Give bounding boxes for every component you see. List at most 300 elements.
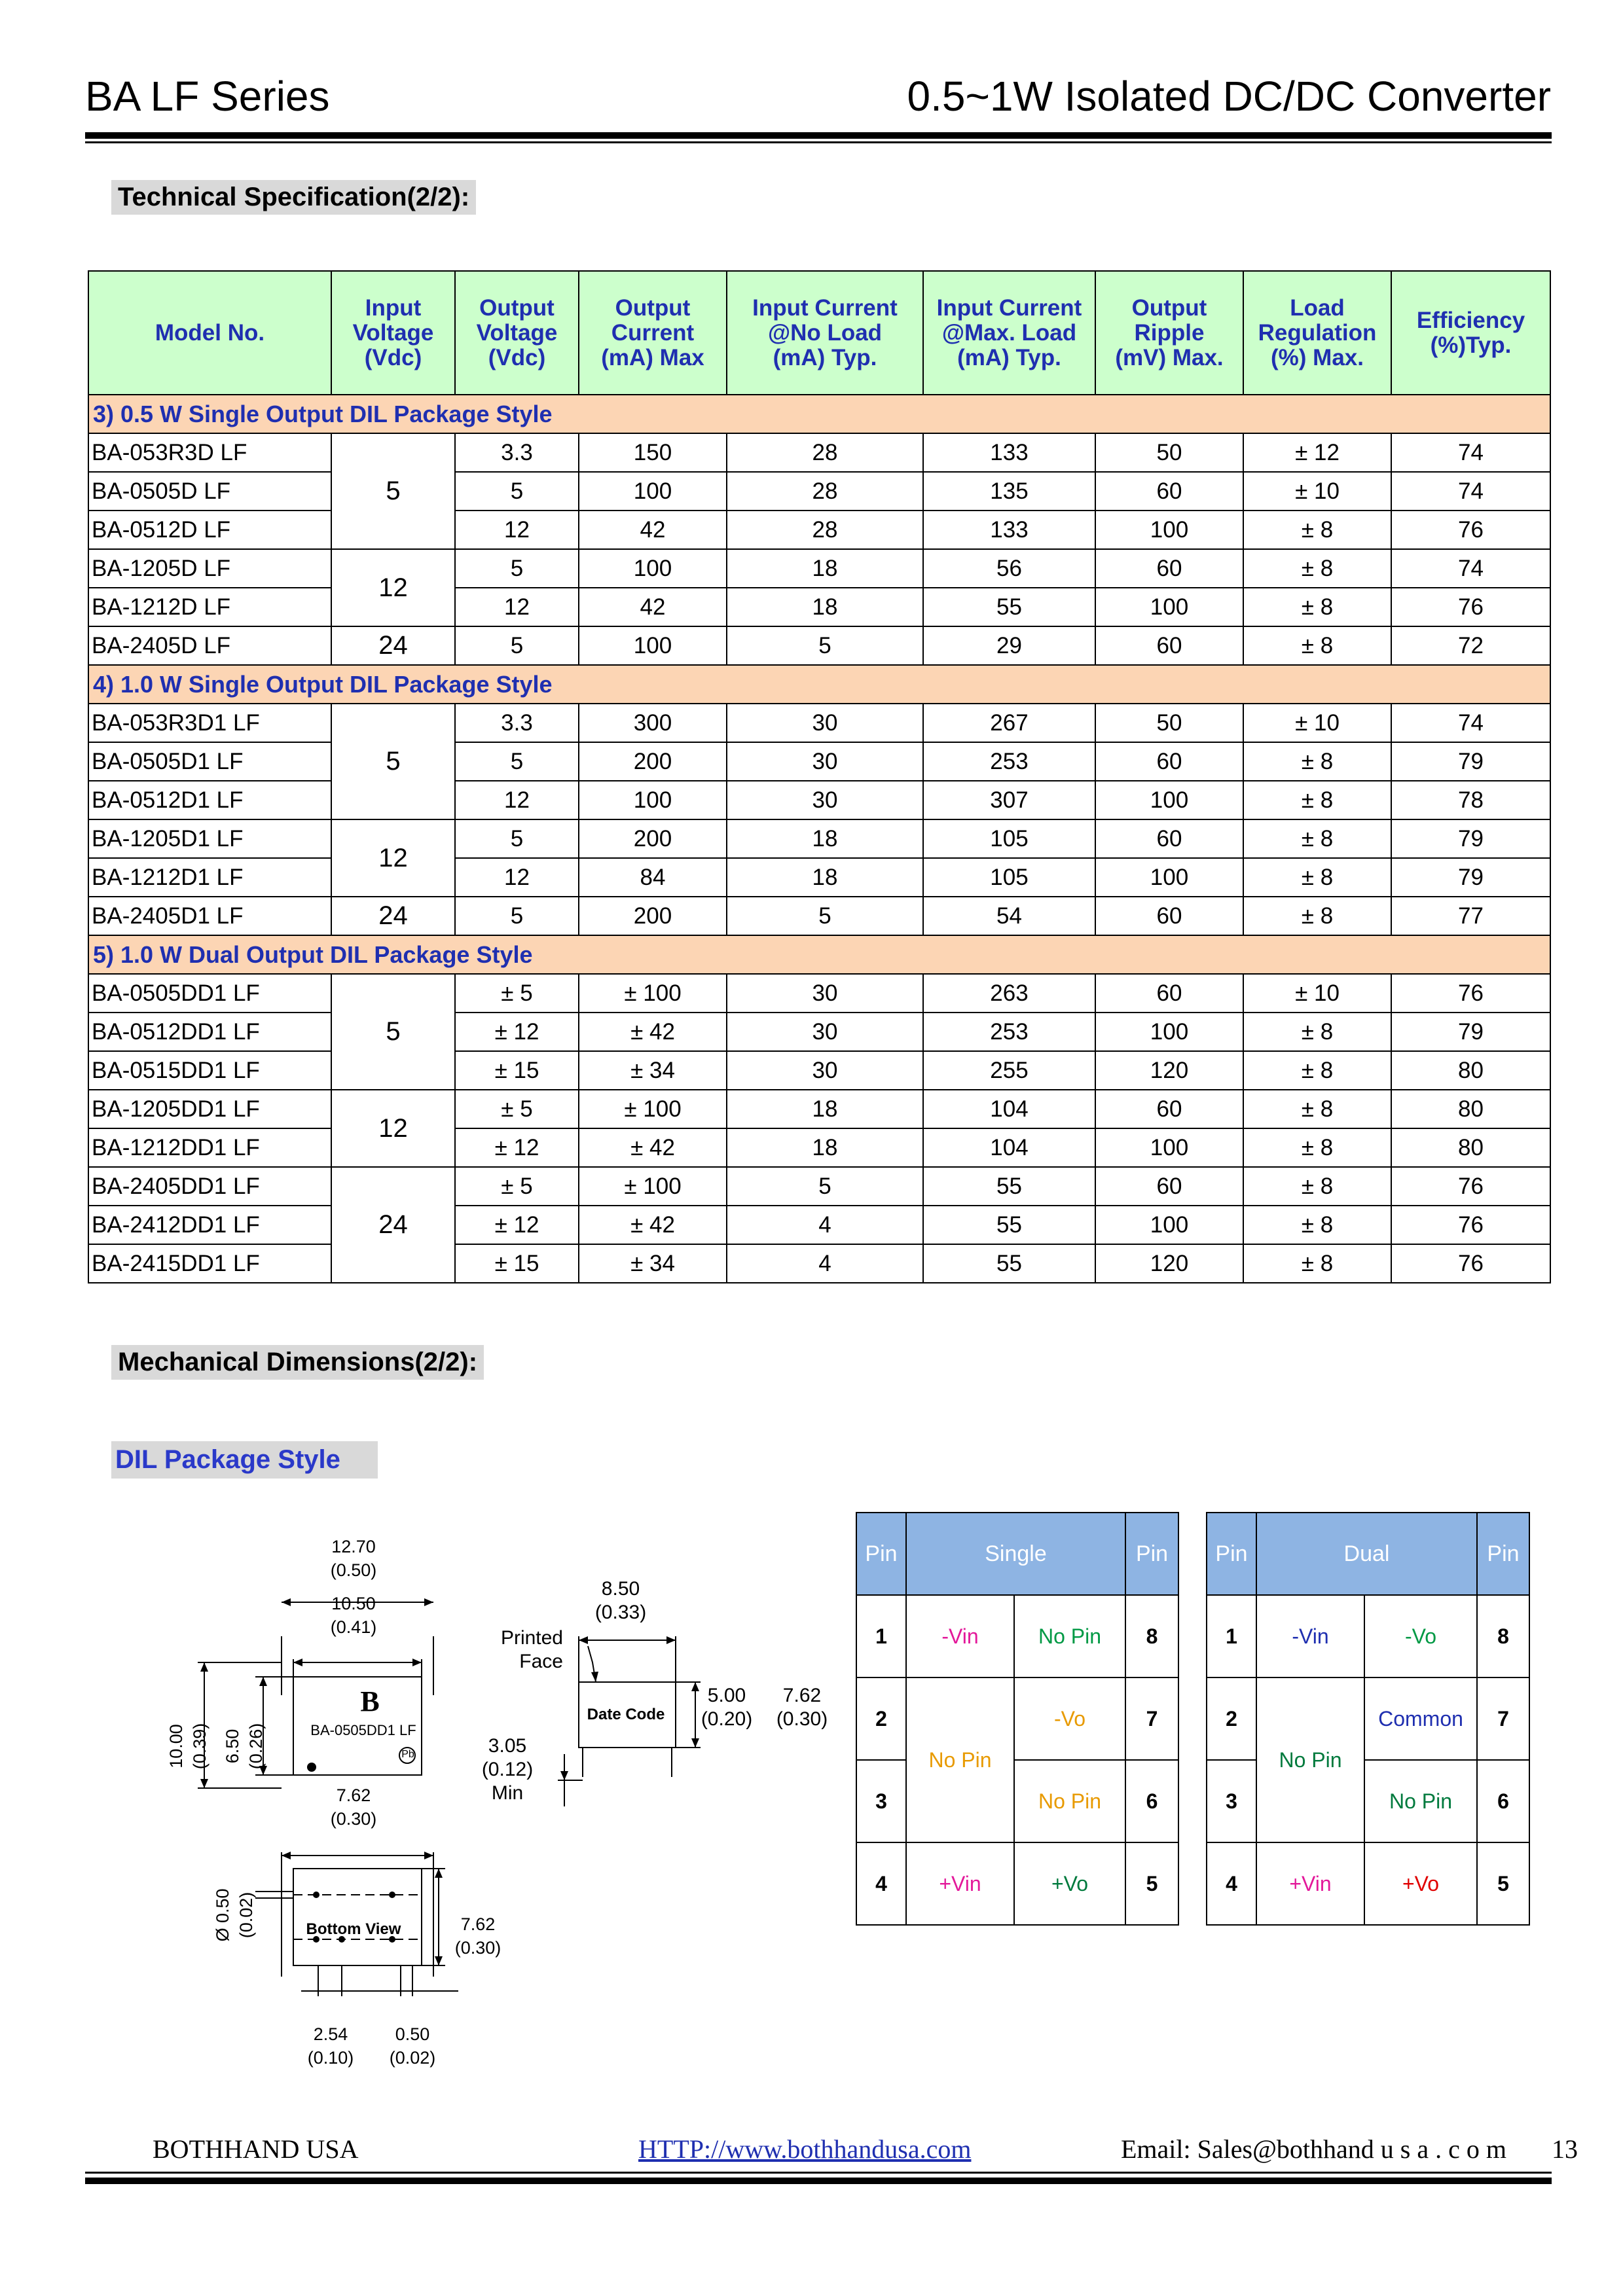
dim-value-inch: (0.50) — [330, 1560, 377, 1580]
model-cell: BA-1212D LF — [88, 588, 331, 626]
value-cell: ± 8 — [1243, 1013, 1391, 1051]
value-cell: 5 — [455, 472, 579, 511]
value-cell: ± 8 — [1243, 626, 1391, 665]
dim-value-inch: (0.30) — [330, 1809, 377, 1829]
value-cell: 60 — [1095, 742, 1243, 781]
value-cell: ± 5 — [455, 974, 579, 1013]
value-cell: 12 — [455, 858, 579, 897]
table-row — [88, 626, 1550, 665]
value-cell: 100 — [1095, 1128, 1243, 1167]
dim-value-inch: (0.39) — [190, 1723, 210, 1770]
pin-number: 4 — [856, 1842, 906, 1925]
dim-pin-pitch — [298, 2022, 363, 2070]
input-voltage-cell: 12 — [331, 549, 455, 626]
input-voltage-cell: 5 — [331, 704, 455, 819]
model-cell: BA-1212D1 LF — [88, 858, 331, 897]
value-cell: 100 — [1095, 781, 1243, 819]
pin-function: +Vo — [1014, 1842, 1125, 1925]
pin-function: No Pin — [1014, 1760, 1125, 1842]
value-cell: 60 — [1095, 472, 1243, 511]
model-cell: BA-0515DD1 LF — [88, 1051, 331, 1090]
pin-number: 2 — [856, 1677, 906, 1760]
value-cell: ± 100 — [579, 1167, 727, 1206]
value-cell: 200 — [579, 897, 727, 935]
value-cell: ± 8 — [1243, 1167, 1391, 1206]
value-cell: 74 — [1391, 433, 1550, 472]
dim-value: 2.54 — [313, 2024, 348, 2044]
value-cell: 253 — [923, 742, 1095, 781]
table-row — [88, 742, 1550, 781]
pin-number: 1 — [1207, 1595, 1256, 1677]
table-row — [88, 858, 1550, 897]
value-cell: 30 — [727, 781, 923, 819]
model-cell: BA-2412DD1 LF — [88, 1206, 331, 1244]
value-cell: 100 — [579, 549, 727, 588]
value-cell: 18 — [727, 1128, 923, 1167]
table-row — [88, 974, 1550, 1013]
pin-row — [856, 1595, 1178, 1677]
header-line: Voltage — [352, 319, 434, 346]
value-cell: 55 — [923, 588, 1095, 626]
dim-bottom-width — [314, 1784, 393, 1831]
pin-col-header: Pin — [856, 1513, 906, 1595]
value-cell: 55 — [923, 1206, 1095, 1244]
input-voltage-cell: 24 — [331, 1167, 455, 1283]
value-cell: 135 — [923, 472, 1095, 511]
pin-table-single — [856, 1512, 1179, 1926]
dim-value: 0.50 — [395, 2024, 430, 2044]
pin-row — [1207, 1677, 1529, 1760]
value-cell: 12 — [455, 588, 579, 626]
dim-value: 5.00 — [707, 1685, 746, 1706]
value-cell: 30 — [727, 704, 923, 742]
dim-value-inch: (0.02) — [236, 1892, 256, 1939]
value-cell: ± 8 — [1243, 1090, 1391, 1128]
product-title: 0.5~1W Isolated DC/DC Converter — [907, 73, 1551, 120]
pin-row — [1207, 1842, 1529, 1925]
footer-email: Email: Sales@bothhand u s a . c o m — [1121, 2134, 1506, 2164]
value-cell: 74 — [1391, 472, 1550, 511]
pin-row — [1207, 1760, 1529, 1842]
value-cell: 42 — [579, 511, 727, 549]
printed-face-label — [458, 1626, 563, 1674]
dim-value: 12.70 — [331, 1537, 376, 1556]
table-row — [88, 819, 1550, 858]
value-cell: ± 8 — [1243, 1244, 1391, 1283]
value-cell: ± 8 — [1243, 1206, 1391, 1244]
value-cell: 28 — [727, 511, 923, 549]
table-row — [88, 1206, 1550, 1244]
value-cell: 77 — [1391, 897, 1550, 935]
date-code-label: Date Code — [587, 1706, 665, 1723]
value-cell: 253 — [923, 1013, 1095, 1051]
value-cell: ± 12 — [455, 1013, 579, 1051]
pin-col-header: Pin — [1125, 1513, 1178, 1595]
model-cell: BA-2405D LF — [88, 626, 331, 665]
dim-side-width — [581, 1577, 660, 1624]
input-voltage-cell: 5 — [331, 974, 455, 1090]
dim-value-inch: (0.41) — [330, 1617, 377, 1637]
value-cell: 76 — [1391, 974, 1550, 1013]
input-voltage-cell: 24 — [331, 626, 455, 665]
pin-function: -Vin — [906, 1595, 1014, 1677]
header-line: Ripple — [1134, 319, 1205, 346]
table-row — [88, 511, 1550, 549]
pin-number: 6 — [1477, 1760, 1529, 1842]
dim-bottom-height — [445, 1912, 511, 1960]
value-cell: 5 — [727, 626, 923, 665]
value-cell: ± 8 — [1243, 742, 1391, 781]
dil-package-title: DIL Package Style — [111, 1441, 378, 1479]
header-line: (mA) Max — [601, 344, 704, 370]
value-cell: 55 — [923, 1167, 1095, 1206]
value-cell: ± 100 — [579, 1090, 727, 1128]
value-cell: 60 — [1095, 1167, 1243, 1206]
value-cell: ± 12 — [1243, 433, 1391, 472]
value-cell: 3.3 — [455, 433, 579, 472]
pin-function: No Pin — [1364, 1760, 1477, 1842]
pin-row — [856, 1677, 1178, 1760]
value-cell: 4 — [727, 1206, 923, 1244]
value-cell: ± 100 — [579, 974, 727, 1013]
dim-value-inch: (0.02) — [389, 2048, 436, 2068]
value-cell: ± 15 — [455, 1244, 579, 1283]
value-cell: 80 — [1391, 1051, 1550, 1090]
model-cell: BA-1212DD1 LF — [88, 1128, 331, 1167]
value-cell: ± 42 — [579, 1013, 727, 1051]
model-cell: BA-1205DD1 LF — [88, 1090, 331, 1128]
header-line: Load — [1290, 295, 1345, 321]
pin-table-dual — [1206, 1512, 1530, 1926]
mechanical-drawing — [151, 1532, 858, 2088]
model-cell: BA-1205D1 LF — [88, 819, 331, 858]
value-cell: 104 — [923, 1090, 1095, 1128]
model-cell: BA-053R3D LF — [88, 433, 331, 472]
value-cell: ± 8 — [1243, 819, 1391, 858]
value-cell: 5 — [455, 897, 579, 935]
model-cell: BA-2415DD1 LF — [88, 1244, 331, 1283]
pin-number: 7 — [1477, 1677, 1529, 1760]
header-line: @Max. Load — [941, 319, 1077, 346]
bottom-view-label: Bottom View — [306, 1920, 401, 1938]
dim-min-label: Min — [491, 1782, 524, 1804]
value-cell: 29 — [923, 626, 1095, 665]
value-cell: 30 — [727, 1013, 923, 1051]
value-cell: 100 — [1095, 511, 1243, 549]
column-header — [1391, 271, 1550, 395]
value-cell: 300 — [579, 704, 727, 742]
column-header — [1243, 271, 1391, 395]
dim-value-inch: (0.20) — [701, 1708, 753, 1730]
dim-outer-width — [314, 1535, 393, 1582]
model-cell: BA-0505D LF — [88, 472, 331, 511]
value-cell: 60 — [1095, 1090, 1243, 1128]
value-cell: 76 — [1391, 588, 1550, 626]
value-cell: 100 — [1095, 858, 1243, 897]
dim-value: 6.50 — [223, 1729, 242, 1764]
value-cell: 133 — [923, 433, 1095, 472]
value-cell: 3.3 — [455, 704, 579, 742]
value-cell: 100 — [1095, 1013, 1243, 1051]
pin-function: +Vin — [906, 1842, 1014, 1925]
value-cell: 18 — [727, 1090, 923, 1128]
single-col-header: Single — [906, 1513, 1125, 1595]
footer-url-link[interactable]: HTTP://www.bothhandusa.com — [638, 2134, 972, 2164]
pin-number: 4 — [1207, 1842, 1256, 1925]
value-cell: 76 — [1391, 1244, 1550, 1283]
value-cell: 105 — [923, 858, 1095, 897]
value-cell: 5 — [455, 742, 579, 781]
value-cell: ± 8 — [1243, 781, 1391, 819]
header-line: (Vdc) — [364, 344, 422, 370]
value-cell: ± 10 — [1243, 472, 1391, 511]
column-header — [923, 271, 1095, 395]
value-cell: 55 — [923, 1244, 1095, 1283]
chip-label: BA-0505DD1 LF — [310, 1722, 416, 1738]
table-row — [88, 588, 1550, 626]
value-cell: 54 — [923, 897, 1095, 935]
table-row — [88, 1090, 1550, 1128]
pin-function: +Vo — [1364, 1842, 1477, 1925]
group-row — [88, 665, 1550, 704]
table-row — [88, 1128, 1550, 1167]
header-line: (Vdc) — [488, 344, 546, 370]
column-header — [455, 271, 579, 395]
value-cell: 79 — [1391, 1013, 1550, 1051]
dim-inner-height — [221, 1697, 268, 1795]
dim-inner-width — [314, 1592, 393, 1639]
dim-outer-height — [164, 1697, 211, 1795]
pin-function: Common — [1364, 1677, 1477, 1760]
value-cell: 80 — [1391, 1090, 1550, 1128]
value-cell: 307 — [923, 781, 1095, 819]
value-cell: 79 — [1391, 858, 1550, 897]
header-line: Efficiency — [1416, 307, 1525, 333]
value-cell: 60 — [1095, 897, 1243, 935]
logo-mark: B — [360, 1685, 380, 1717]
dim-value: Ø 0.50 — [213, 1888, 232, 1942]
value-cell: 76 — [1391, 1167, 1550, 1206]
value-cell: 80 — [1391, 1128, 1550, 1167]
input-voltage-cell: 5 — [331, 433, 455, 549]
table-row — [88, 1051, 1550, 1090]
value-cell: ± 5 — [455, 1167, 579, 1206]
header-line: Output — [479, 295, 555, 321]
value-cell: 5 — [455, 549, 579, 588]
dim-value-inch: (0.30) — [454, 1938, 501, 1958]
value-cell: 30 — [727, 974, 923, 1013]
model-cell: BA-1205D LF — [88, 549, 331, 588]
value-cell: 60 — [1095, 974, 1243, 1013]
value-cell: 18 — [727, 819, 923, 858]
value-cell: 255 — [923, 1051, 1095, 1090]
value-cell: ± 15 — [455, 1051, 579, 1090]
group-row — [88, 935, 1550, 974]
value-cell: ± 8 — [1243, 588, 1391, 626]
table-row — [88, 897, 1550, 935]
group-row — [88, 395, 1550, 433]
value-cell: 28 — [727, 472, 923, 511]
dim-value: 7.62 — [336, 1785, 371, 1805]
value-cell: 76 — [1391, 1206, 1550, 1244]
value-cell: 133 — [923, 511, 1095, 549]
dim-value: 8.50 — [601, 1578, 640, 1600]
value-cell: 28 — [727, 433, 923, 472]
header-line: Current — [611, 319, 695, 346]
footer-rule-thin — [85, 2172, 1552, 2174]
spec-header-row — [88, 271, 1550, 395]
column-header — [1095, 271, 1243, 395]
dim-value-inch: (0.30) — [776, 1708, 828, 1730]
value-cell: ± 42 — [579, 1128, 727, 1167]
value-cell: ± 8 — [1243, 858, 1391, 897]
header-line: (mV) Max. — [1115, 344, 1224, 370]
value-cell: 60 — [1095, 549, 1243, 588]
column-header — [727, 271, 923, 395]
header-line: Voltage — [476, 319, 558, 346]
pb-mark: Pb — [401, 1749, 414, 1760]
pin-number: 6 — [1125, 1760, 1178, 1842]
pin-function: No Pin — [906, 1677, 1014, 1842]
header-line: (%)Typ. — [1430, 332, 1512, 358]
input-voltage-cell: 12 — [331, 819, 455, 897]
value-cell: 60 — [1095, 819, 1243, 858]
value-cell: 5 — [455, 626, 579, 665]
table-row — [88, 549, 1550, 588]
model-cell: BA-0505DD1 LF — [88, 974, 331, 1013]
model-cell: BA-0512D1 LF — [88, 781, 331, 819]
value-cell: 100 — [579, 781, 727, 819]
value-cell: 200 — [579, 742, 727, 781]
pin-function: -Vo — [1364, 1595, 1477, 1677]
value-cell: 12 — [455, 781, 579, 819]
value-cell: 84 — [579, 858, 727, 897]
value-cell: 74 — [1391, 704, 1550, 742]
value-cell: 5 — [727, 1167, 923, 1206]
header-rule-thick — [85, 132, 1552, 139]
bottom-view-body — [293, 1869, 422, 1965]
dim-side-height — [694, 1684, 759, 1731]
value-cell: 56 — [923, 549, 1095, 588]
header-line: Input Current — [936, 295, 1082, 321]
pin-col-header: Pin — [1207, 1513, 1256, 1595]
table-row — [88, 472, 1550, 511]
pin-function: +Vin — [1256, 1842, 1364, 1925]
dim-value: 10.00 — [166, 1724, 186, 1768]
value-cell: ± 5 — [455, 1090, 579, 1128]
model-cell: BA-0512DD1 LF — [88, 1013, 331, 1051]
pin-header-row — [856, 1513, 1178, 1595]
column-header — [579, 271, 727, 395]
pin-function: -Vin — [1256, 1595, 1364, 1677]
pin-header-row — [1207, 1513, 1529, 1595]
pin-col-header: Pin — [1477, 1513, 1529, 1595]
value-cell: 79 — [1391, 742, 1550, 781]
pin-number: 2 — [1207, 1677, 1256, 1760]
value-cell: 79 — [1391, 819, 1550, 858]
header-line: Input — [365, 295, 422, 321]
pin-number: 1 — [856, 1595, 906, 1677]
header-line: (mA) Typ. — [957, 344, 1061, 370]
table-row — [88, 1167, 1550, 1206]
value-cell: 100 — [579, 472, 727, 511]
value-cell: ± 10 — [1243, 974, 1391, 1013]
value-cell: ± 8 — [1243, 1051, 1391, 1090]
value-cell: 78 — [1391, 781, 1550, 819]
value-cell: ± 10 — [1243, 704, 1391, 742]
footer-company: BOTHHAND USA — [153, 2134, 359, 2164]
pin-number: 3 — [1207, 1760, 1256, 1842]
tech-spec-title: Technical Specification(2/2): — [111, 180, 476, 215]
value-cell: 105 — [923, 819, 1095, 858]
dim-value: 7.62 — [782, 1685, 822, 1706]
header-rule-thin — [85, 141, 1552, 143]
pin-function: No Pin — [1256, 1677, 1364, 1842]
table-row — [88, 1013, 1550, 1051]
value-cell: 150 — [579, 433, 727, 472]
value-cell: 104 — [923, 1128, 1095, 1167]
dim-value-inch: (0.26) — [246, 1723, 266, 1770]
column-header — [88, 271, 331, 395]
table-row — [88, 433, 1550, 472]
value-cell: 120 — [1095, 1244, 1243, 1283]
model-cell: BA-2405DD1 LF — [88, 1167, 331, 1206]
dim-value-inch: (0.10) — [307, 2048, 354, 2068]
label-line: Printed — [500, 1627, 563, 1649]
header-line: Input Current — [752, 295, 898, 321]
pin-function: -Vo — [1014, 1677, 1125, 1760]
value-cell: ± 34 — [579, 1051, 727, 1090]
value-cell: 18 — [727, 858, 923, 897]
table-row — [88, 1244, 1550, 1283]
header-line: (mA) Typ. — [773, 344, 877, 370]
pin-number: 3 — [856, 1760, 906, 1842]
spec-table — [88, 270, 1551, 1283]
model-cell: BA-0512D LF — [88, 511, 331, 549]
dim-pin-length — [471, 1734, 543, 1805]
group-title: 4) 1.0 W Single Output DIL Package Style — [88, 665, 1550, 704]
value-cell: 5 — [455, 819, 579, 858]
value-cell: 72 — [1391, 626, 1550, 665]
dim-side-total — [766, 1684, 838, 1731]
value-cell: 30 — [727, 742, 923, 781]
value-cell: 42 — [579, 588, 727, 626]
value-cell: ± 8 — [1243, 1128, 1391, 1167]
value-cell: 263 — [923, 974, 1095, 1013]
dim-value-inch: (0.33) — [594, 1602, 647, 1623]
model-cell: BA-2405D1 LF — [88, 897, 331, 935]
header-line: @No Load — [767, 319, 883, 346]
pin-function: No Pin — [1014, 1595, 1125, 1677]
value-cell: 60 — [1095, 626, 1243, 665]
value-cell: ± 12 — [455, 1128, 579, 1167]
dim-value: 7.62 — [460, 1914, 496, 1934]
value-cell: ± 8 — [1243, 549, 1391, 588]
value-cell: 100 — [1095, 588, 1243, 626]
value-cell: 4 — [727, 1244, 923, 1283]
mechanical-title: Mechanical Dimensions(2/2): — [111, 1345, 484, 1380]
pin-number: 7 — [1125, 1677, 1178, 1760]
value-cell: ± 42 — [579, 1206, 727, 1244]
dim-pin-diameter — [211, 1869, 258, 1961]
value-cell: ± 34 — [579, 1244, 727, 1283]
value-cell: 18 — [727, 588, 923, 626]
model-cell: BA-053R3D1 LF — [88, 704, 331, 742]
model-cell: BA-0505D1 LF — [88, 742, 331, 781]
header-line: Model No. — [155, 319, 265, 346]
dim-value-inch: (0.12) — [481, 1759, 534, 1780]
header-line: Output — [1131, 295, 1207, 321]
